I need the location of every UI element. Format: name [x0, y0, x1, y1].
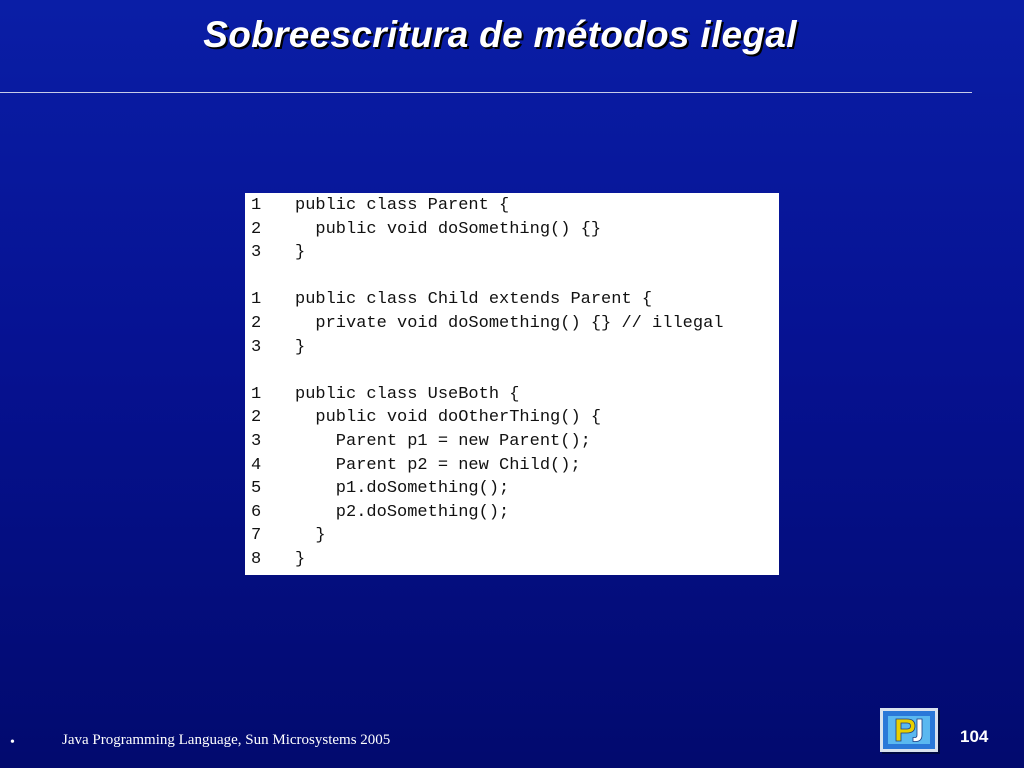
code-blank-line: [245, 359, 779, 383]
code-line: [245, 218, 779, 242]
code-text: p2.doSomething();: [295, 502, 510, 522]
code-text: }: [295, 526, 326, 546]
line-number: 1: [251, 196, 262, 215]
line-number: 2: [251, 219, 262, 239]
code-text: }: [295, 337, 306, 357]
code-line: [245, 548, 779, 572]
code-blank-line: [245, 265, 779, 289]
code-line: [245, 194, 779, 218]
code-line: [245, 336, 779, 360]
pj-logo-inner: [888, 716, 930, 744]
line-number: 3: [251, 337, 262, 357]
code-listing: [245, 193, 779, 575]
code-line: [245, 430, 779, 454]
code-line: [245, 524, 779, 548]
code-text: public class Parent {: [295, 196, 510, 215]
line-number: 4: [251, 455, 262, 475]
code-text: private void doSomething() {} // illegal: [295, 313, 724, 333]
code-text: p1.doSomething();: [295, 479, 510, 499]
code-line: [245, 477, 779, 501]
code-line: [245, 312, 779, 336]
code-line: [245, 454, 779, 478]
code-text: Parent p2 = new Child();: [295, 455, 581, 475]
code-text: Parent p1 = new Parent();: [295, 431, 591, 451]
code-text: }: [295, 243, 306, 263]
code-line: [245, 288, 779, 312]
line-number: 1: [251, 290, 262, 310]
line-number: 2: [251, 313, 262, 333]
page-number: 104: [960, 727, 989, 746]
code-line: [245, 383, 779, 407]
pj-logo-icon: [880, 708, 938, 752]
footer-credit: Java Programming Language, Sun Microsystems 2005: [62, 732, 391, 748]
pj-logo-glyph: [888, 716, 930, 744]
footer-bullet: •: [10, 735, 15, 750]
code-line: [245, 501, 779, 525]
code-line: [245, 241, 779, 265]
code-text: public void doOtherThing() {: [295, 408, 602, 428]
line-number: 3: [251, 431, 262, 451]
line-number: 5: [251, 479, 262, 499]
code-text: public class UseBoth {: [295, 384, 520, 404]
code-line: [245, 406, 779, 430]
line-number: 8: [251, 549, 262, 569]
code-text: public class Child extends Parent {: [295, 290, 653, 310]
line-number: 6: [251, 502, 262, 522]
line-number: 3: [251, 243, 262, 263]
line-number: 1: [251, 384, 262, 404]
line-number: 2: [251, 408, 262, 428]
title-divider: [0, 92, 972, 93]
code-text: }: [295, 549, 306, 569]
code-text: public void doSomething() {}: [295, 219, 602, 239]
slide-title: Sobreescritura de métodos ilegal: [203, 14, 797, 55]
line-number: 7: [251, 526, 262, 546]
